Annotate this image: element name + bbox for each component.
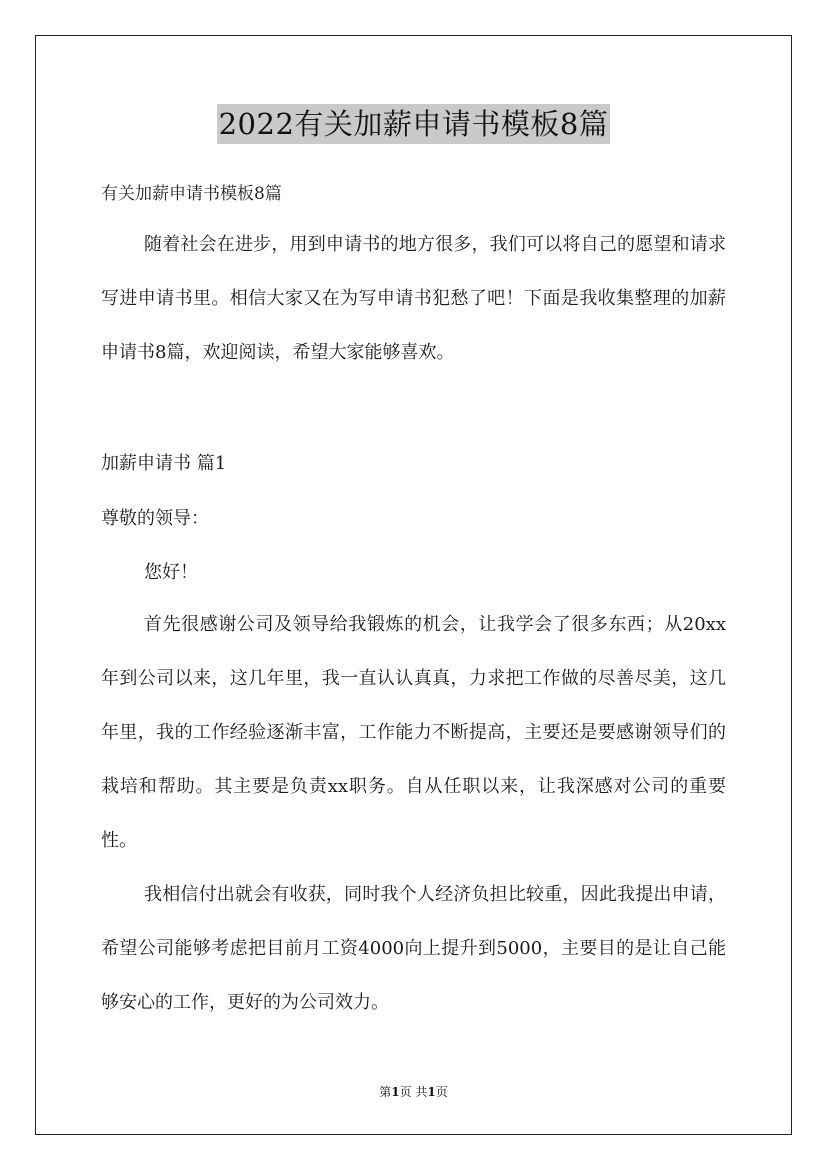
page-total: 1 <box>427 1085 436 1099</box>
page-suffix: 页 <box>435 1085 448 1099</box>
page-prefix: 第 <box>379 1085 392 1099</box>
page-mid: 页 共 <box>399 1085 428 1099</box>
document-subtitle: 有关加薪申请书模板8篇 <box>101 184 282 204</box>
intro-paragraph: 随着社会在进步，用到申请书的地方很多，我们可以将自己的愿望和请求写进申请书里。相信大家又在为写申请书犯愁了吧！下面是我收集整理的加薪申请书8篇，欢迎阅读，希望大家能够喜欢。 <box>101 234 726 363</box>
salutation: 尊敬的领导： <box>101 508 209 529</box>
page-current: 1 <box>391 1085 400 1099</box>
document-title: 2022有关加薪申请书模板8篇 <box>217 104 611 144</box>
section-heading: 加薪申请书 篇1 <box>101 453 227 474</box>
body-paragraph-2: 我相信付出就会有收获，同时我个人经济负担比较重，因此我提出申请，希望公司能够考虑把目前月工资4000向上提升到5000，主要目的是让自己能够安心的工作，更好的为公司效力。 <box>101 884 726 1013</box>
title-container <box>0 104 827 144</box>
page-footer <box>0 1083 827 1101</box>
body-paragraph-1: 首先很感谢公司及领导给我锻炼的机会，让我学会了很多东西；从20xx年到公司以来，这几年里，我一直认认真真，力求把工作做的尽善尽美，这几年里，我的工作经验逐渐丰富，工作能力不断提高，主要还是要感谢领导们的栽培和帮助。其主要是负责xx职务。自从任职以来，让我深感对公司的重要性。 <box>101 614 726 851</box>
greeting: 您好！ <box>144 562 198 583</box>
